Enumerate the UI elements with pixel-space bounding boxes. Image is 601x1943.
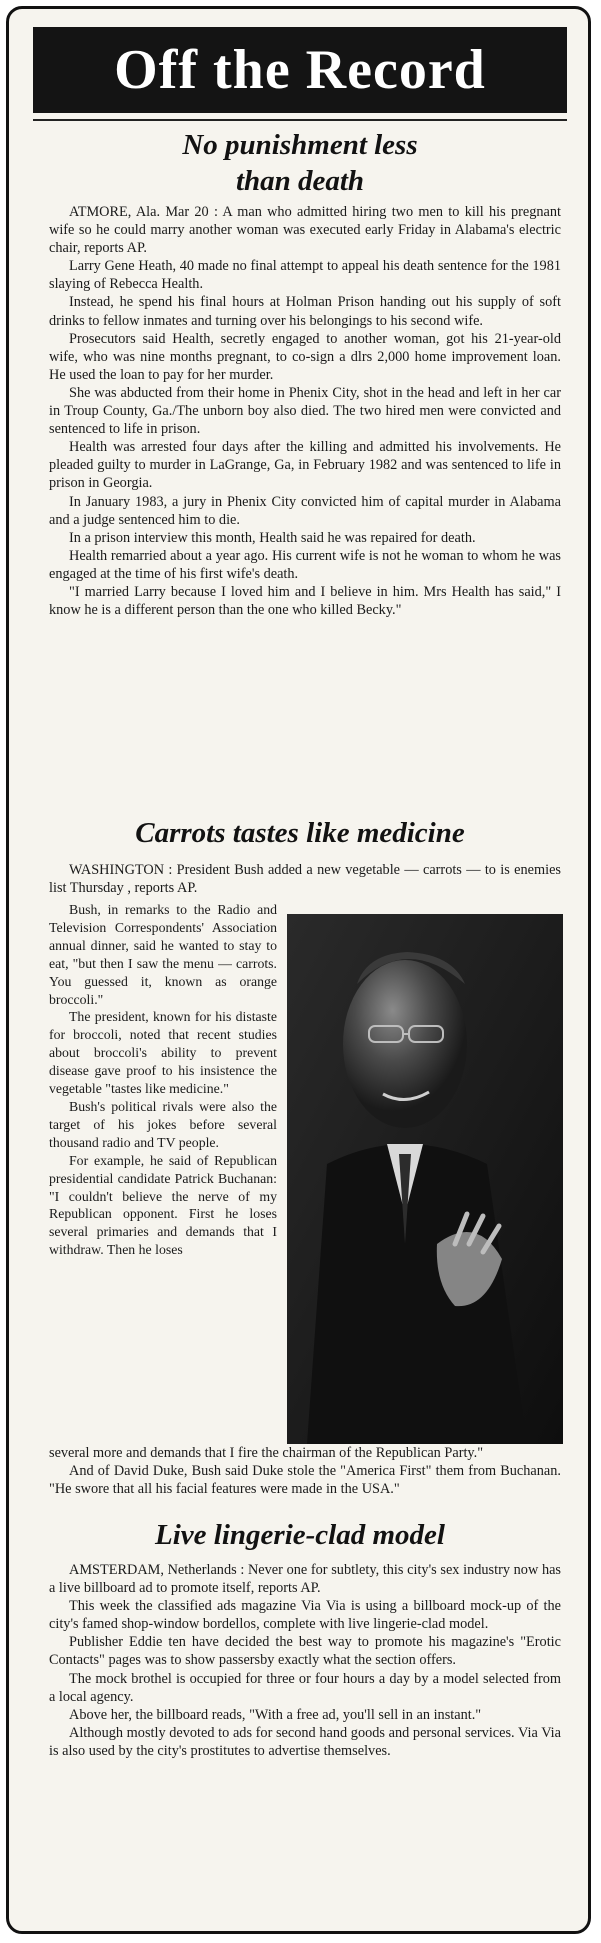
story3-paragraph: AMSTERDAM, Netherlands : Never one for subtlety, this city's sex industry now has a live billboard ad to promote itself, reports AP. bbox=[49, 1562, 561, 1597]
masthead-banner bbox=[33, 27, 567, 113]
story2-closing-paragraph: And of David Duke, Bush said Duke stole the "America First" them from Buchanan. "He swore that all his facial features were made in the USA." bbox=[49, 1463, 561, 1498]
story3-headline: Live lingerie-clad model bbox=[155, 1519, 445, 1551]
story3-paragraph: Although mostly devoted to ads for second hand goods and personal services. Via Via is also used by the city's prostitutes to advertise themselves. bbox=[49, 1724, 561, 1759]
story2-paragraph: For example, he said of Republican presidential candidate Patrick Buchanan: "I couldn't believe the nerve of my Republican opponent. First he loses several primaries and demands that I withdraw. Then he loses bbox=[49, 1152, 277, 1258]
story2-lead bbox=[49, 861, 561, 897]
story1-paragraph: Larry Gene Heath, 40 made no final attempt to appeal his death sentence for the 1981 slaying of Rebecca Health. bbox=[49, 258, 561, 293]
story1-paragraph: "I married Larry because I loved him and I believe in him. Mrs Health has said," I know he is a different person than the one who killed Becky." bbox=[49, 583, 561, 619]
story2-headline: Carrots tastes like medicine bbox=[135, 817, 465, 849]
story2-paragraph: Bush, in remarks to the Radio and Television Correspondents' Association annual dinner, said he wanted to stay to eat, "but then I saw the menu — carrots. You guessed it, known as orange broccoli." bbox=[49, 902, 277, 1007]
masthead-rule bbox=[33, 119, 567, 121]
bush-photo bbox=[287, 914, 563, 1444]
story1-paragraph: In a prison interview this month, Health said he was repaired for death. bbox=[69, 529, 476, 546]
story2-paragraph: Bush's political rivals were also the target of his jokes before several thousand radio and TV people. bbox=[49, 1098, 277, 1150]
story2-continuation-paragraph: several more and demands that I fire the chairman of the Republican Party." bbox=[49, 1445, 484, 1461]
story1-headline-line1: No punishment less bbox=[182, 129, 418, 161]
story2-column bbox=[49, 901, 277, 1259]
story3-paragraph: This week the classified ads magazine Via Via is using a billboard mock-up of the city's famed shop-window bordellos, complete with live lingerie-clad model. bbox=[49, 1598, 561, 1633]
story1-paragraph: She was abducted from their home in Phenix City, shot in the head and left in her car in Troup County, Ga./The unborn boy also died. The two hired men were convicted and sentenced to life in prison. bbox=[49, 384, 561, 438]
story3-paragraph: The mock brothel is occupied for three or four hours a day by a model selected from a local agency. bbox=[49, 1670, 561, 1705]
story3-body bbox=[49, 1561, 561, 1760]
story1-paragraph: ATMORE, Ala. Mar 20 : A man who admitted hiring two men to kill his pregnant wife so he could marry another woman was executed early Friday in Alabama's electric chair, reports AP. bbox=[49, 204, 561, 257]
story1-paragraph: Health was arrested four days after the killing and admitted his involvements. He pleaded guilty to murder in LaGrange, Ga, in February 1982 and was sentenced to life in prison in Georgia. bbox=[49, 439, 561, 492]
story2-lead-paragraph: WASHINGTON : President Bush added a new vegetable — carrots — to is enemies list Thursday , reports AP. bbox=[49, 862, 561, 897]
story1-paragraph: Instead, he spend his final hours at Holman Prison handing out his supply of soft drinks to fellow inmates and turning over his belongings to his second wife. bbox=[49, 294, 561, 329]
newspaper-clipping bbox=[6, 6, 591, 1934]
masthead-title: Off the Record bbox=[114, 39, 486, 101]
story1-paragraph: In January 1983, a jury in Phenix City convicted him of capital murder in Alabama and a judge sentenced him to die. bbox=[49, 493, 561, 528]
story3-paragraph: Above her, the billboard reads, "With a free ad, you'll sell in an instant." bbox=[69, 1706, 482, 1723]
story1-paragraph: Prosecutors said Health, secretly engaged to another woman, got his 21-year-old wife, who was nine months pregnant, to co-sign a dlrs 2,000 home improvement loan. He used the loan to pay for her murder. bbox=[49, 330, 561, 383]
story1-paragraph: Health remarried about a year ago. His current wife is not he woman to whom he was engaged at the time of his first wife's death. bbox=[49, 547, 561, 582]
portrait-illustration bbox=[287, 914, 563, 1444]
story1-headline-line2: than death bbox=[235, 165, 365, 197]
story1-body bbox=[49, 203, 561, 619]
story3-paragraph: Publisher Eddie ten have decided the best way to promote his magazine's "Erotic Contacts" pages was to show passersby exactly what the section offers. bbox=[49, 1634, 561, 1669]
story2-paragraph: The president, known for his distaste for broccoli, noted that recent studies about broccoli's ability to prevent disease gave proof to his insistence the vegetable "tastes like medicine." bbox=[49, 1009, 277, 1097]
story2-continuation bbox=[49, 1444, 561, 1498]
story1-headline bbox=[33, 127, 567, 199]
